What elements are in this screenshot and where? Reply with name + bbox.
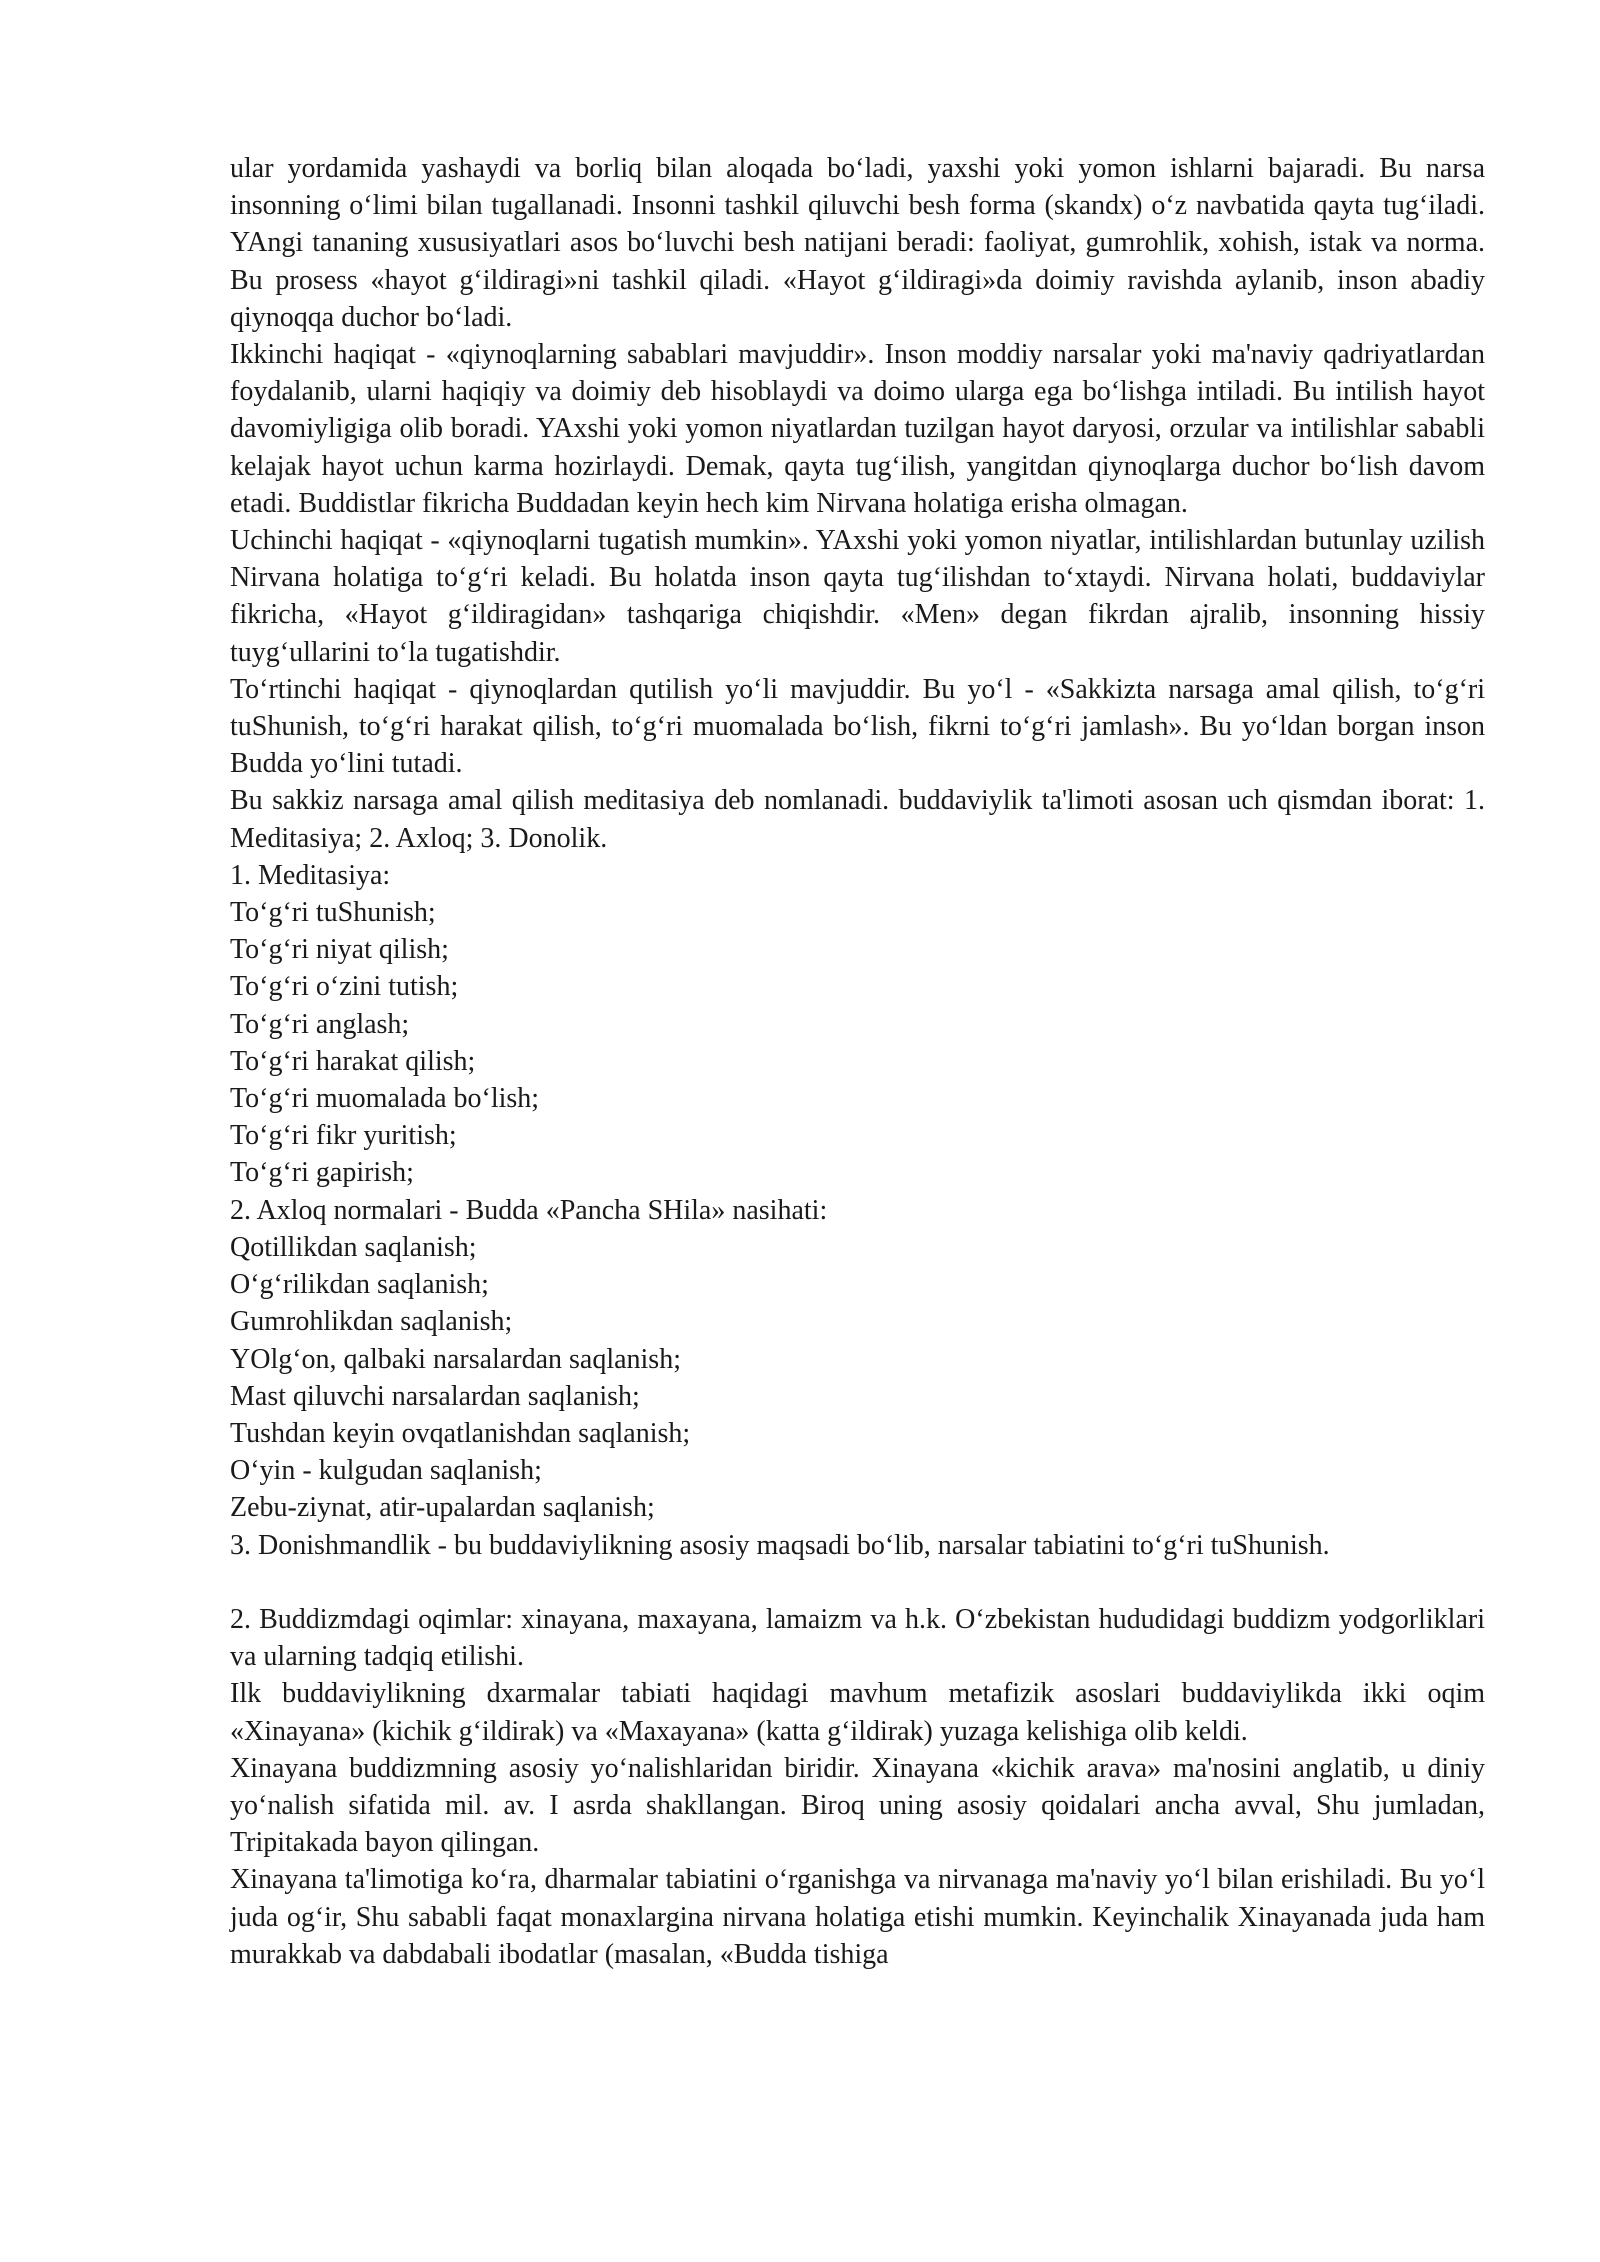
section-heading: 2. Axloq normalari - Budda «Pancha SHila» nasihati: [230, 1194, 828, 1226]
section-heading: 1. Meditasiya: [230, 859, 391, 891]
paragraph: Bu sakkiz narsaga amal qilish meditasiya deb nomlanadi. buddaviylik ta'limoti asosan uch qismdan iborat: 1. Meditasiya; 2. Axloq; 3. Donolik. [230, 785, 1485, 854]
list-item: To‘g‘ri muomalada bo‘lish; [230, 1083, 540, 1115]
paragraph: Xinayana buddizmning asosiy yo‘nalishlaridan biridir. Xinayana «kichik arava» ma'nosini anglatib, u diniy yo‘nalish sifatida mil. av. I asrda shakllangan. Biroq uning asosiy qoidalari ancha avval, Shu jumladan, Tripitakada bayon qilingan. [230, 1752, 1485, 1859]
list-item: To‘g‘ri niyat qilish; [230, 934, 449, 966]
list-item: Zebu-ziynat, atir-upalardan saqlanish; [230, 1492, 655, 1524]
list-item: To‘g‘ri tuShunish; [230, 897, 436, 929]
paragraph: To‘rtinchi haqiqat - qiynoqlardan qutilish yo‘li mavjuddir. Bu yo‘l - «Sakkizta narsaga amal qilish, to‘g‘ri tuShunish, to‘g‘ri harakat qilish, to‘g‘ri muomalada bo‘lish, fikrni to‘g‘ri jamlash». Bu yo‘ldan borgan inson Budda yo‘lini tutadi. [230, 673, 1485, 780]
list-item: Qotillikdan saqlanish; [230, 1231, 477, 1263]
list-item: To‘g‘ri harakat qilish; [230, 1045, 476, 1077]
section-heading: 2. Buddizmdagi oqimlar: xinayana, maxayana, lamaizm va h.k. O‘zbekistan hududidagi buddizm yodgorliklari va ularning tadqiq etilishi. [230, 1603, 1485, 1673]
list-item: YOlg‘on, qalbaki narsalardan saqlanish; [230, 1343, 681, 1375]
list-item: Gumrohlikdan saqlanish; [230, 1306, 513, 1338]
list-item: O‘g‘rilikdan saqlanish; [230, 1269, 489, 1301]
list-item: To‘g‘ri anglash; [230, 1008, 410, 1040]
list-item: Tushdan keyin ovqatlanishdan saqlanish; [230, 1417, 691, 1449]
list-item: O‘yin - kulgudan saqlanish; [230, 1455, 542, 1487]
blank-line [230, 1564, 1485, 1601]
paragraph: Ilk buddaviylikning dxarmalar tabiati haqidagi mavhum metafizik asoslari buddaviylikda ikki oqim «Xinayana» (kichik g‘ildirak) va «Maxayana» (katta g‘ildirak) yuzaga kelishiga olib keldi. [230, 1678, 1485, 1747]
document-page [230, 150, 1485, 1973]
list-item: To‘g‘ri o‘zini tutish; [230, 971, 459, 1003]
paragraph: ular yordamida yashaydi va borliq bilan aloqada bo‘ladi, yaxshi yoki yomon ishlarni bajaradi. Bu narsa insonning o‘limi bilan tugallanadi. Insonni tashkil qiluvchi besh forma (skandx) o‘z navbatida qayta tug‘iladi. YAngi tananing xususiyatlari asos bo‘luvchi besh natijani beradi: faoliyat, gumrohlik, xohish, istak va norma. Bu prosess «hayot g‘ildiragi»ni tashkil qiladi. «Hayot g‘ildiragi»da doimiy ravishda aylanib, inson abadiy qiynoqqa duchor bo‘ladi. [230, 153, 1485, 333]
list-item: Mast qiluvchi narsalardan saqlanish; [230, 1380, 640, 1412]
paragraph: Xinayana ta'limotiga ko‘ra, dharmalar tabiatini o‘rganishga va nirvanaga ma'naviy yo‘l bilan erishiladi. Bu yo‘l juda og‘ir, Shu sababli faqat monaxlargina nirvana holatiga etishi mumkin. Keyinchalik Xinayanada juda ham murakkab va dabdabali ibodatlar (masalan, «Budda tishiga [230, 1864, 1485, 1970]
list-item: To‘g‘ri gapirish; [230, 1157, 414, 1189]
list-item: To‘g‘ri fikr yuritish; [230, 1120, 457, 1152]
paragraph: Uchinchi haqiqat - «qiynoqlarni tugatish mumkin». YAxshi yoki yomon niyatlar, intilishlardan butunlay uzilish Nirvana holatiga to‘g‘ri keladi. Bu holatda inson qayta tug‘ilishdan to‘xtaydi. Nirvana holati, buddaviylar fikricha, «Hayot g‘ildiragidan» tashqariga chiqishdir. «Men» degan fikrdan ajralib, insonning hissiy tuyg‘ullarini to‘la tugatishdir. [230, 525, 1485, 668]
paragraph: 3. Donishmandlik - bu buddaviylikning asosiy maqsadi bo‘lib, narsalar tabiatini to‘g‘ri tuShunish. [230, 1529, 1330, 1561]
paragraph: Ikkinchi haqiqat - «qiynoqlarning sabablari mavjuddir». Inson moddiy narsalar yoki ma'naviy qadriyatlardan foydalanib, ularni haqiqiy va doimiy deb hisoblaydi va doimo ularga ega bo‘lishga intiladi. Bu intilish hayot davomiyligiga olib boradi. YAxshi yoki yomon niyatlardan tuzilgan hayot daryosi, orzular va intilishlar sababli kelajak hayot uchun karma hozirlaydi. Demak, qayta tug‘ilish, yangitdan qiynoqlarga duchor bo‘lish davom etadi. Buddistlar fikricha Buddadan keyin hech kim Nirvana holatiga erisha olmagan. [230, 339, 1485, 519]
